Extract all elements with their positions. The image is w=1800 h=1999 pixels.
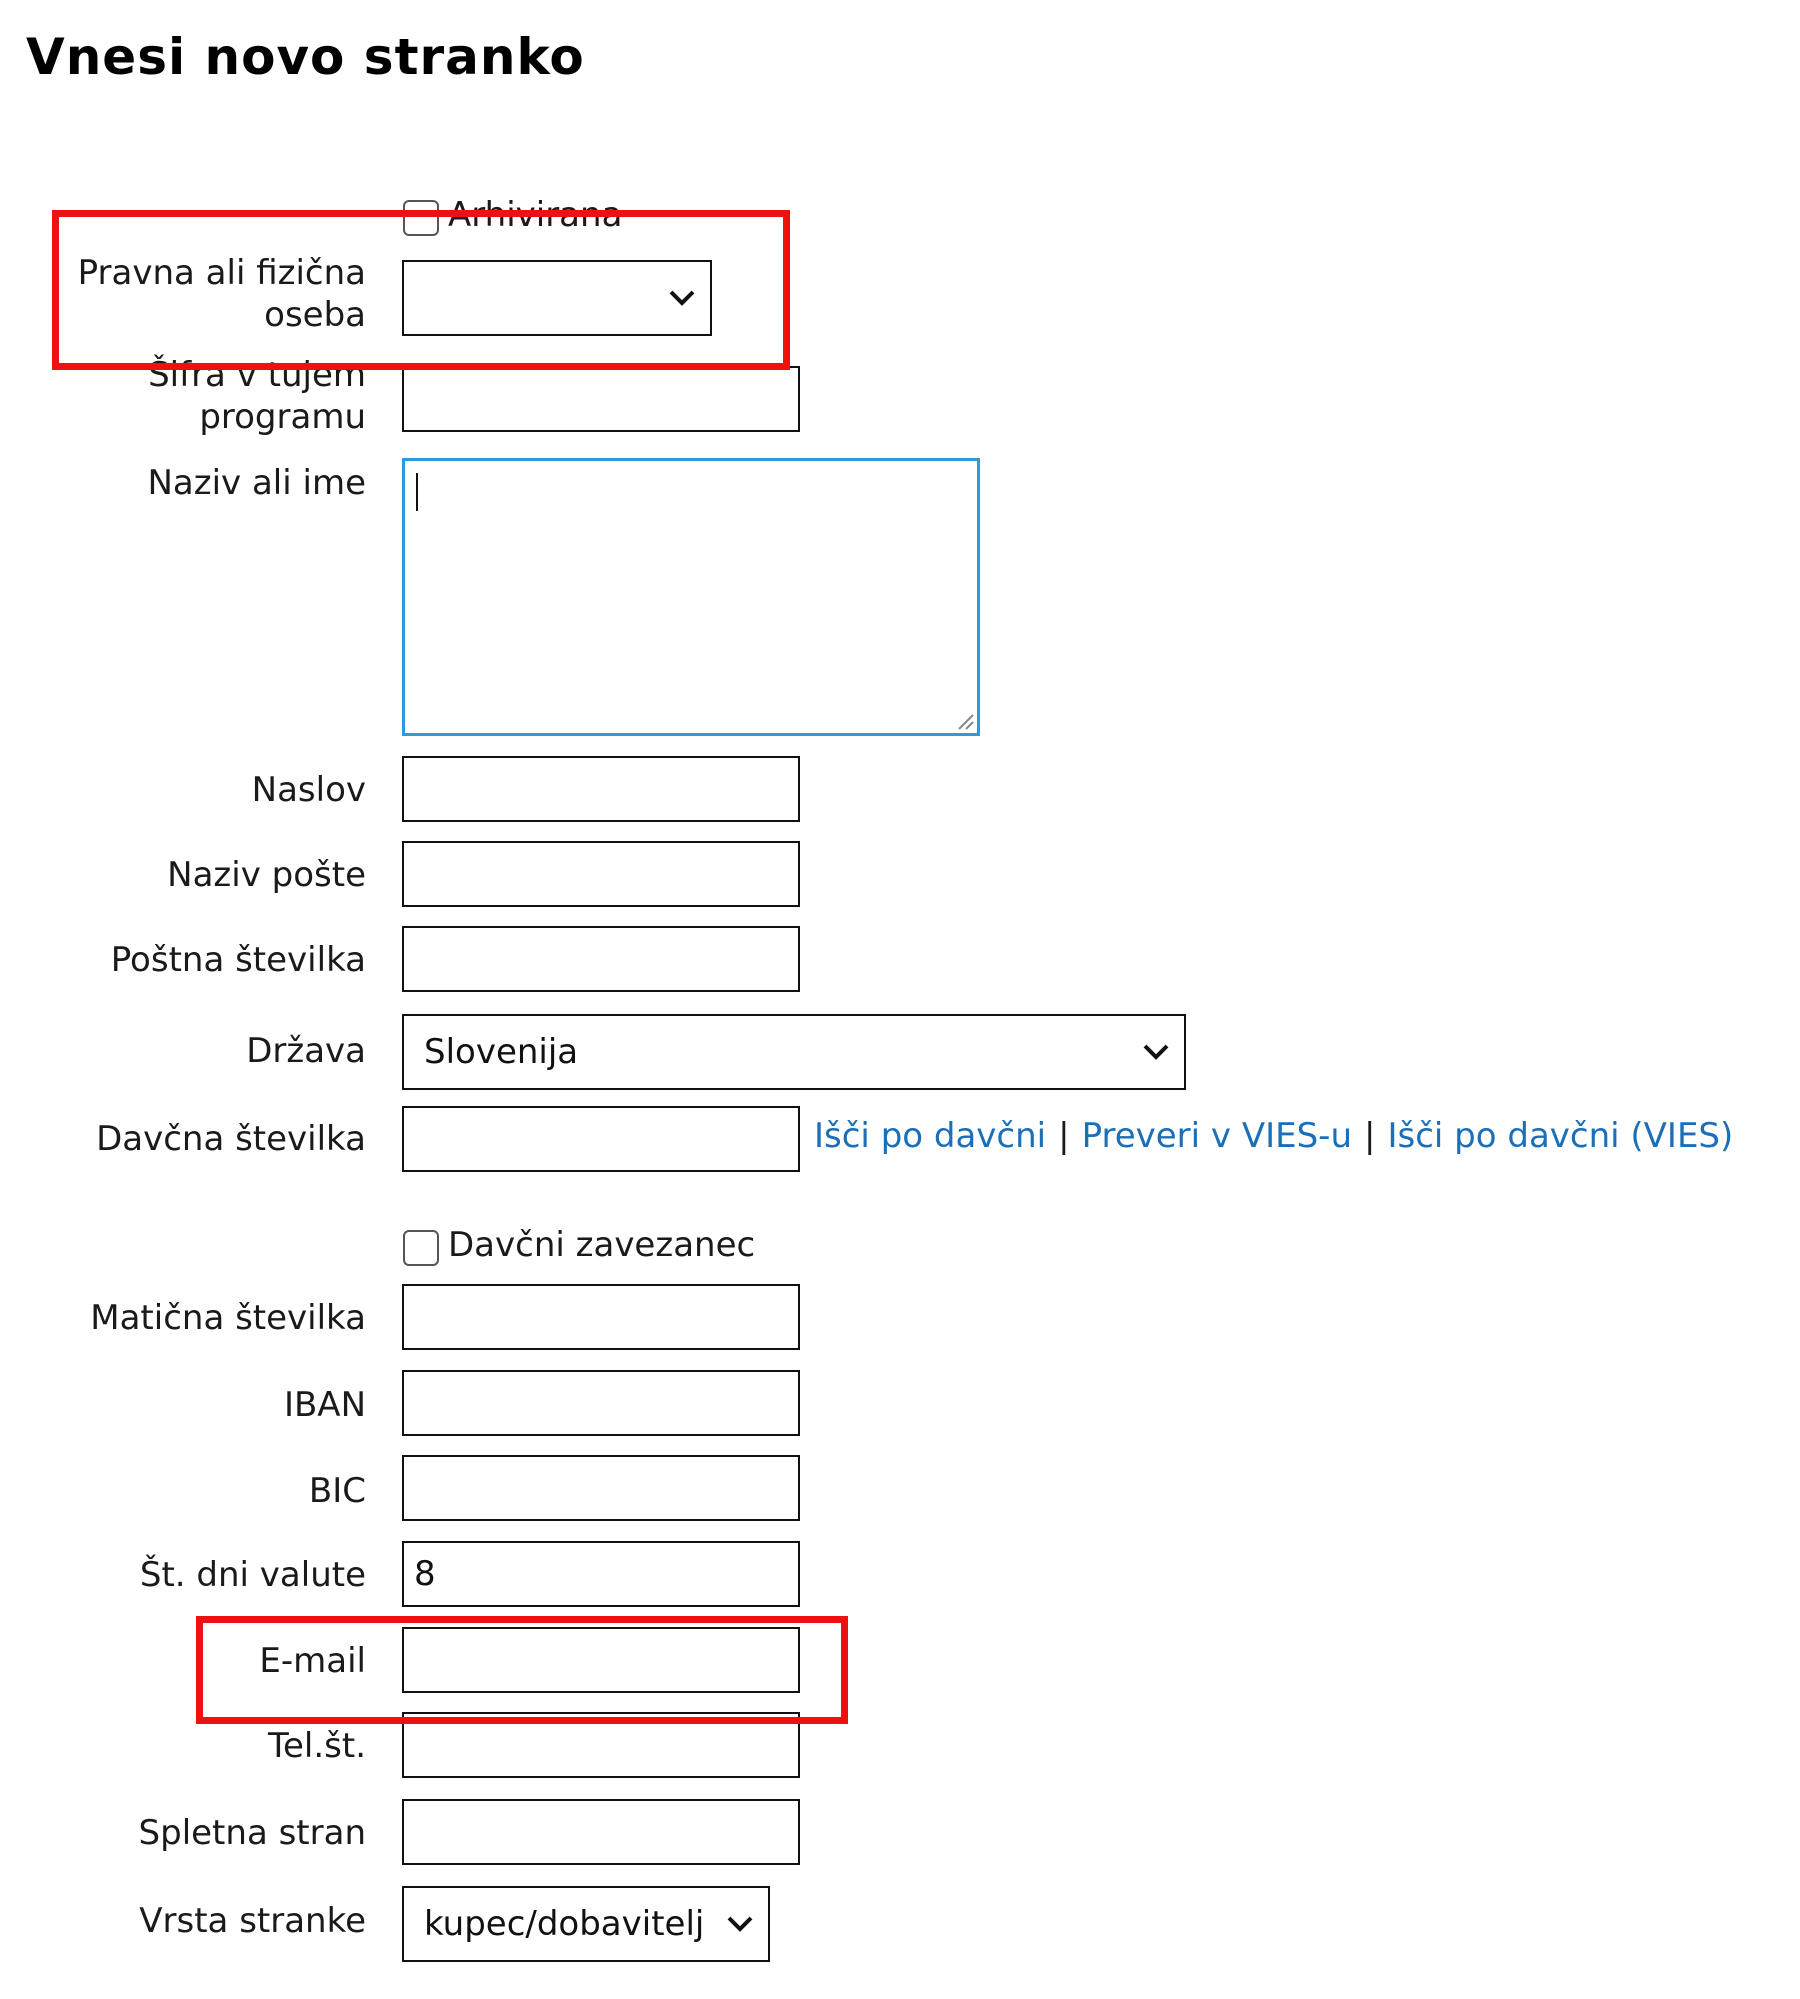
country-value: Slovenija — [424, 1032, 579, 1072]
search-by-tax-link[interactable]: Išči po davčni — [814, 1116, 1047, 1156]
name-label: Naziv ali ime — [147, 463, 366, 503]
customer-type-value: kupec/dobavitelj — [424, 1904, 705, 1944]
highlight-email — [196, 1616, 848, 1724]
country-label: Država — [246, 1031, 366, 1071]
website-input[interactable] — [402, 1799, 800, 1865]
payment-days-input[interactable]: 8 — [402, 1541, 800, 1607]
highlight-legal-type — [52, 210, 790, 370]
post-name-input[interactable] — [402, 841, 800, 907]
name-textarea[interactable] — [402, 458, 980, 736]
page-title: Vnesi novo stranko — [26, 28, 585, 86]
registration-number-input[interactable] — [402, 1284, 800, 1350]
tax-number-label: Davčna številka — [96, 1119, 366, 1159]
tax-payer-checkbox[interactable] — [403, 1230, 439, 1266]
website-label: Spletna stran — [138, 1813, 366, 1853]
registration-number-label: Matična številka — [90, 1298, 366, 1338]
postal-code-input[interactable] — [402, 926, 800, 992]
payment-days-label: Št. dni valute — [139, 1555, 366, 1595]
email-label: E-mail — [259, 1641, 366, 1681]
bic-label: BIC — [308, 1471, 366, 1511]
iban-label: IBAN — [283, 1385, 366, 1425]
external-code-label: Šifra v tujem programu — [148, 355, 366, 437]
link-separator: | — [1364, 1116, 1376, 1156]
address-label: Naslov — [251, 770, 366, 810]
phone-label: Tel.št. — [267, 1726, 366, 1766]
text-caret — [416, 473, 418, 511]
tax-payer-label: Davčni zavezanec — [448, 1225, 756, 1265]
chevron-down-icon — [726, 1915, 754, 1933]
search-by-tax-vies-link[interactable]: Išči po davčni (VIES) — [1387, 1116, 1734, 1156]
customer-type-select[interactable] — [402, 1886, 770, 1962]
post-name-label: Naziv pošte — [167, 855, 366, 895]
bic-input[interactable] — [402, 1455, 800, 1521]
legal-type-label: Pravna ali fizična oseba — [77, 253, 366, 335]
archived-label: Arhivirana — [448, 195, 623, 235]
resize-grip-icon[interactable] — [953, 709, 975, 731]
postal-code-label: Poštna številka — [110, 940, 366, 980]
country-select[interactable] — [402, 1014, 1186, 1090]
customer-type-label: Vrsta stranke — [139, 1901, 366, 1941]
check-vies-link[interactable]: Preveri v VIES-u — [1081, 1116, 1353, 1156]
tax-number-input[interactable] — [402, 1106, 800, 1172]
tax-links — [814, 1115, 1733, 1157]
iban-input[interactable] — [402, 1370, 800, 1436]
external-code-input[interactable] — [402, 366, 800, 432]
chevron-down-icon — [1142, 1043, 1170, 1061]
address-input[interactable] — [402, 756, 800, 822]
link-separator: | — [1058, 1116, 1070, 1156]
